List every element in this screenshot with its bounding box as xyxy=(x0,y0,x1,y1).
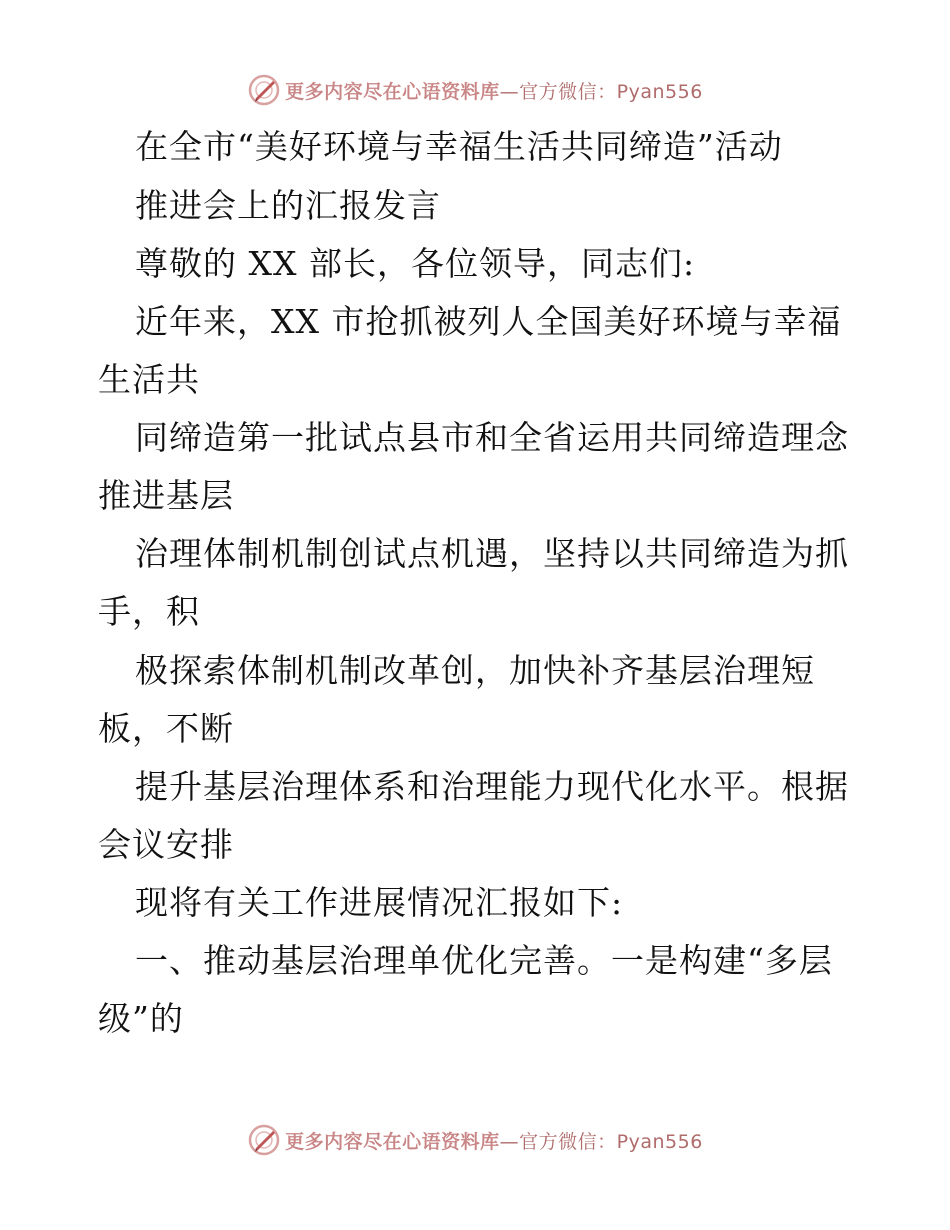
paragraph-line: 推进基层 xyxy=(98,476,234,515)
paragraph-line: 近年来，XX 市抢抓被列人全国美好环境与幸福 xyxy=(135,302,842,341)
paragraph-line: 治理体制机制创试点机遇，坚持以共同缔造为抓 xyxy=(135,534,849,573)
paragraph-line: 会议安排 xyxy=(98,825,234,864)
watermark-logo-icon xyxy=(247,1123,281,1157)
footer-watermark xyxy=(0,1120,950,1160)
paragraph-line: 生活共 xyxy=(98,360,200,399)
watermark-logo-icon xyxy=(247,73,281,107)
paragraph-line: 同缔造第一批试点县市和全省运用共同缔造理念 xyxy=(135,418,849,457)
paragraph-line: 级”的 xyxy=(98,999,184,1038)
watermark-text: 更多内容尽在心语资料库—官方微信：Pyan556 xyxy=(285,80,703,103)
watermark-text: 更多内容尽在心语资料库—官方微信：Pyan556 xyxy=(285,1130,703,1153)
header-watermark xyxy=(0,70,950,110)
paragraph-line: 板，不断 xyxy=(98,709,234,748)
paragraph-line: 提升基层治理体系和治理能力现代化水平。根据 xyxy=(135,767,849,806)
title-line-1: 在全市“美好环境与幸福生活共同缔造”活动 xyxy=(135,127,783,166)
salutation: 尊敬的 XX 部长，各位领导，同志们: xyxy=(135,244,696,283)
paragraph-line: 手，积 xyxy=(98,592,200,631)
paragraph-line: 现将有关工作进展情况汇报如下: xyxy=(135,883,624,922)
title-line-2: 推进会上的汇报发言 xyxy=(135,186,441,225)
section-heading-line: 一、推动基层治理单优化完善。一是构建“多层 xyxy=(135,941,833,980)
paragraph-line: 极探索体制机制改革创，加快补齐基层治理短 xyxy=(135,651,815,690)
